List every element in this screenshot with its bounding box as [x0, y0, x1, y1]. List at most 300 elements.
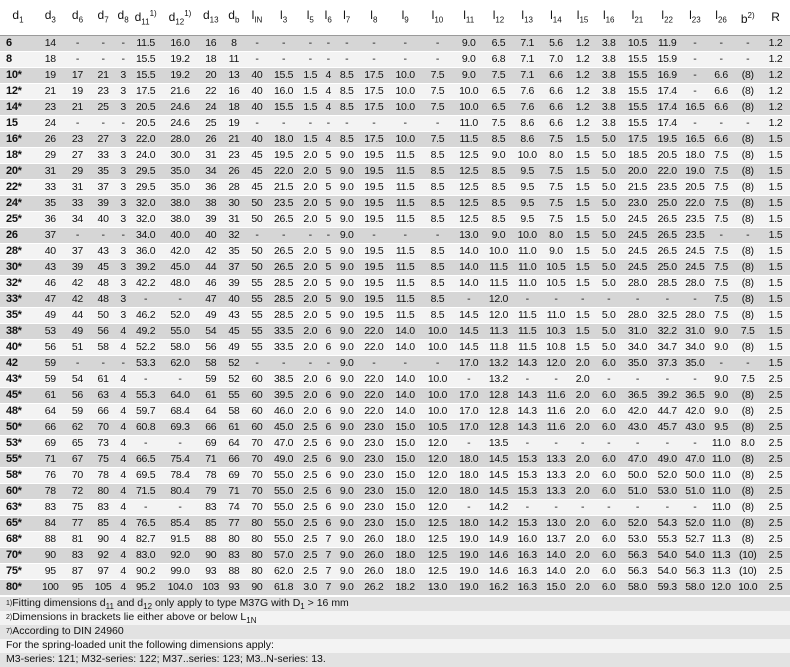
table-cell: 8.5	[422, 276, 454, 292]
table-cell: 85.4	[161, 516, 199, 532]
table-cell: 10.3	[542, 324, 571, 340]
table-cell: 11.0	[708, 484, 735, 500]
table-cell: 52.0	[682, 516, 708, 532]
table-cell: 1.5	[570, 276, 595, 292]
row-label: 22*	[0, 180, 36, 196]
table-cell: 13.0	[453, 228, 484, 244]
table-cell: 8.5	[422, 164, 454, 180]
table-cell: 44.7	[652, 404, 682, 420]
table-cell: 14.0	[542, 548, 571, 564]
table-cell: 60	[245, 388, 269, 404]
table-cell: 21.6	[161, 84, 199, 100]
table-cell: 5	[322, 212, 334, 228]
row-label: 58*	[0, 468, 36, 484]
table-row	[0, 484, 790, 500]
table-cell: 64	[199, 404, 223, 420]
table-cell: -	[595, 372, 623, 388]
table-cell: 9.0	[334, 452, 359, 468]
footnote-sub: 12	[143, 602, 153, 612]
table-cell: 43.0	[682, 420, 708, 436]
table-cell: 24.5	[623, 228, 653, 244]
column-header-sub: 26	[717, 15, 727, 25]
table-cell: -	[652, 292, 682, 308]
table-cell: 7.1	[513, 68, 542, 84]
table-cell: 9.0	[334, 180, 359, 196]
table-cell: 80	[223, 532, 246, 548]
table-cell: 9.0	[334, 148, 359, 164]
table-cell: 17.4	[652, 84, 682, 100]
table-cell: 3	[116, 84, 130, 100]
column-header-base: d	[202, 8, 210, 22]
table-cell: 34	[199, 164, 223, 180]
footnote-text: According to DIN 24960	[12, 625, 124, 638]
table-cell: 2.5	[761, 452, 790, 468]
column-header-sub: 16	[605, 15, 615, 25]
table-cell: 1.5	[570, 260, 595, 276]
table-cell: 19.5	[269, 148, 299, 164]
table-cell: 72	[65, 484, 91, 500]
table-cell: 9.0	[334, 324, 359, 340]
table-cell: 2.5	[298, 484, 322, 500]
table-cell: 16	[199, 36, 223, 52]
table-cell: 28	[223, 180, 246, 196]
table-cell: 17.5	[359, 132, 389, 148]
column-header-sub: 6	[327, 15, 332, 25]
table-cell: -	[453, 436, 484, 452]
table-cell: 40.0	[161, 228, 199, 244]
table-cell: 2.5	[298, 468, 322, 484]
table-cell: 52	[223, 356, 246, 372]
table-cell: 53	[36, 324, 65, 340]
table-cell: 2.5	[761, 484, 790, 500]
table-row	[0, 580, 790, 596]
table-cell: 83.0	[130, 548, 161, 564]
table-cell: 1.2	[761, 52, 790, 68]
table-cell: 30.0	[161, 148, 199, 164]
table-cell: 90	[245, 580, 269, 596]
table-cell: 3	[116, 276, 130, 292]
column-header-base: d	[228, 8, 235, 22]
table-cell: 11.5	[389, 148, 422, 164]
table-cell: 11.0	[513, 276, 542, 292]
column-header-base: b	[740, 12, 748, 27]
table-cell: -	[682, 36, 708, 52]
table-cell: 1.2	[570, 68, 595, 84]
table-cell: -	[65, 116, 91, 132]
table-cell: -	[65, 356, 91, 372]
column-header-sub: 12	[495, 15, 505, 25]
table-cell: 9.0	[334, 532, 359, 548]
table-cell: 61	[90, 372, 116, 388]
table-cell: 2.5	[761, 404, 790, 420]
table-cell: 24.6	[161, 100, 199, 116]
table-cell: 12.0	[422, 436, 454, 452]
table-cell: 11.8	[484, 340, 513, 356]
table-cell: (8)	[734, 100, 761, 116]
column-header-base: l	[521, 8, 525, 22]
column-header-sub: IN	[254, 15, 263, 25]
table-cell: 10.0	[422, 388, 454, 404]
table-cell: 2.5	[761, 388, 790, 404]
table-cell: 14.5	[484, 468, 513, 484]
table-cell: -	[734, 356, 761, 372]
footnotes	[0, 597, 790, 667]
table-cell: 45	[245, 164, 269, 180]
table-cell: 35.0	[682, 356, 708, 372]
table-cell: 7	[322, 580, 334, 596]
table-cell: 2.0	[298, 388, 322, 404]
table-cell: 8.5	[484, 212, 513, 228]
table-cell: 52.0	[652, 468, 682, 484]
table-cell: 5.0	[595, 340, 623, 356]
table-cell: 8.5	[422, 196, 454, 212]
table-cell: 9.0	[334, 420, 359, 436]
table-row	[0, 468, 790, 484]
table-cell: (8)	[734, 516, 761, 532]
table-cell: 9.0	[334, 564, 359, 580]
table-cell: 91.5	[161, 532, 199, 548]
table-cell: 7.5	[484, 68, 513, 84]
table-cell: 10.0	[453, 100, 484, 116]
table-cell: 1.2	[570, 100, 595, 116]
table-cell: 6	[322, 420, 334, 436]
table-cell: 9.0	[334, 372, 359, 388]
table-cell: 9.0	[708, 388, 735, 404]
table-cell: -	[389, 52, 422, 68]
table-cell: 23	[90, 84, 116, 100]
table-cell: (10)	[734, 548, 761, 564]
table-cell: 42.0	[161, 244, 199, 260]
table-cell: 19.5	[359, 164, 389, 180]
footnote-text: Fitting dimensions d	[12, 597, 106, 610]
table-cell: 46	[199, 276, 223, 292]
table-cell: 7.1	[513, 52, 542, 68]
table-cell: 12.5	[453, 180, 484, 196]
table-cell: 8.5	[334, 68, 359, 84]
table-cell: 7.5	[542, 164, 571, 180]
table-cell: 55	[245, 276, 269, 292]
table-cell: 25.0	[652, 260, 682, 276]
table-cell: 53.0	[623, 532, 653, 548]
table-cell: 23.0	[359, 468, 389, 484]
table-cell: 23.5	[652, 180, 682, 196]
table-cell: 18.0	[389, 548, 422, 564]
table-cell: -	[334, 52, 359, 68]
header-row	[0, 0, 790, 36]
table-cell: 11.0	[513, 260, 542, 276]
table-cell: 14.0	[389, 372, 422, 388]
table-cell: 7.5	[484, 116, 513, 132]
table-cell: 55	[245, 340, 269, 356]
table-cell: 2.5	[298, 436, 322, 452]
table-cell: 49	[65, 324, 91, 340]
table-cell: 46.0	[269, 404, 299, 420]
column-header-sub: 1	[19, 15, 24, 25]
table-cell: 7.6	[513, 84, 542, 100]
table-cell: 1.5	[761, 148, 790, 164]
row-label: 25*	[0, 212, 36, 228]
table-cell: -	[422, 356, 454, 372]
column-header-sub: 21	[634, 15, 644, 25]
table-cell: 33	[90, 148, 116, 164]
table-cell: 9.0	[334, 580, 359, 596]
table-cell: 11.5	[513, 324, 542, 340]
table-cell: 7.5	[422, 84, 454, 100]
table-cell: 9.0	[334, 260, 359, 276]
table-cell: 9.0	[334, 516, 359, 532]
table-cell: 15.0	[389, 420, 422, 436]
table-cell: 8.5	[422, 244, 454, 260]
table-cell: 55.0	[161, 324, 199, 340]
table-cell: 8.5	[422, 148, 454, 164]
table-row	[0, 196, 790, 212]
table-cell: 80	[245, 564, 269, 580]
table-cell: 6.0	[595, 484, 623, 500]
table-cell: 69.5	[130, 468, 161, 484]
table-cell: 2.5	[761, 564, 790, 580]
row-label: 26	[0, 228, 36, 244]
column-header	[298, 0, 322, 36]
table-cell: (8)	[734, 452, 761, 468]
table-cell: 2.0	[298, 180, 322, 196]
table-cell: 9.0	[453, 36, 484, 52]
table-cell: 77	[65, 516, 91, 532]
table-cell: 5.0	[595, 212, 623, 228]
table-cell: 6.6	[708, 100, 735, 116]
table-cell: 19.5	[359, 148, 389, 164]
table-cell: 1.5	[570, 228, 595, 244]
table-cell: 6	[322, 324, 334, 340]
table-cell: 2.5	[761, 420, 790, 436]
table-cell: 4	[116, 372, 130, 388]
column-header	[453, 0, 484, 36]
table-cell: 17.5	[623, 132, 653, 148]
table-cell: -	[570, 500, 595, 516]
table-cell: 47.0	[682, 452, 708, 468]
table-cell: 18.0	[453, 468, 484, 484]
table-cell: 33.5	[269, 324, 299, 340]
table-cell: -	[65, 36, 91, 52]
column-header-sub: 23	[691, 15, 701, 25]
table-cell: 52	[223, 372, 246, 388]
table-cell: 46.2	[130, 308, 161, 324]
table-cell: 26.0	[359, 564, 389, 580]
table-row	[0, 276, 790, 292]
table-cell: 1.5	[761, 340, 790, 356]
table-cell: 11.9	[652, 36, 682, 52]
table-cell: 16.3	[513, 580, 542, 596]
table-cell: 21	[223, 132, 246, 148]
table-cell: 64	[223, 436, 246, 452]
table-cell: 22.0	[359, 324, 389, 340]
table-cell: 42	[199, 244, 223, 260]
table-cell: 9.0	[334, 244, 359, 260]
table-cell: 16.3	[513, 564, 542, 580]
table-cell: -	[269, 36, 299, 52]
table-cell: (8)	[734, 132, 761, 148]
table-cell: 1.5	[761, 196, 790, 212]
table-cell: 4	[116, 580, 130, 596]
table-cell: 62.0	[161, 356, 199, 372]
table-cell: -	[682, 372, 708, 388]
column-header-note: 2)	[747, 11, 755, 21]
table-cell: 23.5	[682, 228, 708, 244]
table-cell: 10.5	[422, 420, 454, 436]
footnote-sub: 1N	[246, 616, 257, 626]
table-cell: 7.1	[513, 36, 542, 52]
table-cell: 5	[322, 164, 334, 180]
table-cell: 7.5	[708, 164, 735, 180]
table-cell: 6	[322, 516, 334, 532]
table-cell: 7.5	[708, 292, 735, 308]
table-cell: 28.5	[269, 276, 299, 292]
table-cell: 1.5	[570, 212, 595, 228]
table-cell: -	[90, 52, 116, 68]
table-cell: 7.5	[708, 148, 735, 164]
row-label: 53*	[0, 436, 36, 452]
table-cell: 23	[36, 100, 65, 116]
table-cell: 79	[199, 484, 223, 500]
table-cell: 39.2	[652, 388, 682, 404]
table-cell: 23.0	[359, 436, 389, 452]
table-cell: 11.3	[708, 548, 735, 564]
table-cell: -	[359, 228, 389, 244]
table-cell: 90	[199, 548, 223, 564]
table-cell: 26.5	[652, 228, 682, 244]
table-cell: 22.0	[359, 340, 389, 356]
footnote-fitting	[0, 597, 790, 611]
table-cell: 1.5	[761, 324, 790, 340]
table-cell: 10.5	[542, 260, 571, 276]
table-cell: 14.2	[484, 500, 513, 516]
table-cell: 11.3	[484, 324, 513, 340]
table-cell: 10.0	[422, 372, 454, 388]
table-cell: 60	[245, 420, 269, 436]
table-cell: 17.0	[453, 404, 484, 420]
table-cell: 61	[199, 388, 223, 404]
table-cell: 11.5	[130, 36, 161, 52]
table-cell: (8)	[734, 484, 761, 500]
table-row	[0, 36, 790, 52]
table-cell: 48.0	[161, 276, 199, 292]
table-cell: 55	[245, 292, 269, 308]
table-cell: 2.0	[298, 324, 322, 340]
column-header-base: l	[306, 8, 310, 22]
table-row	[0, 164, 790, 180]
table-cell: 1.2	[761, 36, 790, 52]
table-cell: 50	[245, 196, 269, 212]
table-cell: 19	[65, 84, 91, 100]
table-cell: 12.0	[484, 292, 513, 308]
table-cell: 8.5	[334, 100, 359, 116]
column-header-sub: 8	[372, 15, 378, 25]
column-header-sub: 22	[664, 15, 673, 25]
row-label: 42	[0, 356, 36, 372]
row-label: 48*	[0, 404, 36, 420]
table-cell: 18	[36, 52, 65, 68]
column-header-base: l	[550, 8, 553, 22]
table-cell: 1.5	[570, 340, 595, 356]
table-cell: 22.0	[130, 132, 161, 148]
table-cell: 2.5	[298, 420, 322, 436]
table-cell: 15.5	[623, 52, 653, 68]
table-cell: 9.0	[542, 244, 571, 260]
table-cell: 11.6	[542, 388, 571, 404]
row-label: 24*	[0, 196, 36, 212]
table-cell: 19.5	[359, 244, 389, 260]
table-cell: -	[595, 292, 623, 308]
table-cell: 36	[199, 180, 223, 196]
table-cell: 15.5	[623, 68, 653, 84]
table-cell: 42	[65, 292, 91, 308]
table-cell: 19.5	[359, 260, 389, 276]
table-cell: 52.0	[161, 308, 199, 324]
table-cell: 31.0	[682, 324, 708, 340]
table-cell: 2.0	[298, 196, 322, 212]
table-cell: 8.0	[734, 436, 761, 452]
table-cell: 21.5	[269, 180, 299, 196]
table-cell: 14.5	[484, 484, 513, 500]
table-row	[0, 132, 790, 148]
table-cell: 40	[245, 68, 269, 84]
table-cell: 9.0	[334, 276, 359, 292]
table-cell: 5.0	[595, 164, 623, 180]
column-header	[542, 0, 571, 36]
table-cell: 49.0	[269, 452, 299, 468]
table-cell: -	[682, 292, 708, 308]
table-cell: 85	[199, 516, 223, 532]
table-cell: 1.5	[570, 244, 595, 260]
table-cell: 1.5	[761, 244, 790, 260]
table-cell: 11.5	[513, 308, 542, 324]
table-cell: 3.8	[595, 100, 623, 116]
table-cell: 32.0	[130, 196, 161, 212]
table-cell: 4	[116, 516, 130, 532]
table-cell: -	[453, 372, 484, 388]
table-cell: 1.5	[570, 132, 595, 148]
table-cell: 7.5	[708, 260, 735, 276]
table-cell: 18.0	[389, 532, 422, 548]
table-cell: 9.0	[708, 324, 735, 340]
table-cell: 1.2	[570, 84, 595, 100]
table-cell: 9.0	[334, 356, 359, 372]
column-header	[269, 0, 299, 36]
table-cell: 32.5	[652, 308, 682, 324]
table-cell: 8.5	[484, 196, 513, 212]
footnote-text: Dimensions in brackets lie either above or below L	[12, 611, 247, 624]
table-cell: 2.0	[298, 308, 322, 324]
table-cell: 26.2	[359, 580, 389, 596]
table-cell: 103	[199, 580, 223, 596]
table-cell: 17.0	[453, 356, 484, 372]
table-cell: 6.5	[484, 84, 513, 100]
column-header-base: d	[12, 8, 20, 22]
table-cell: 11.5	[389, 244, 422, 260]
table-cell: 24.6	[161, 116, 199, 132]
table-cell: 3	[116, 292, 130, 308]
table-cell: 42.0	[682, 404, 708, 420]
column-header	[130, 0, 161, 36]
table-cell: 16.9	[652, 68, 682, 84]
column-header	[116, 0, 130, 36]
table-cell: 2.5	[298, 500, 322, 516]
table-cell: 2.0	[570, 452, 595, 468]
table-cell: 28.0	[161, 132, 199, 148]
table-cell: -	[623, 292, 653, 308]
table-cell: 2.0	[298, 340, 322, 356]
table-cell: 32.0	[130, 212, 161, 228]
table-cell: 22.0	[652, 164, 682, 180]
